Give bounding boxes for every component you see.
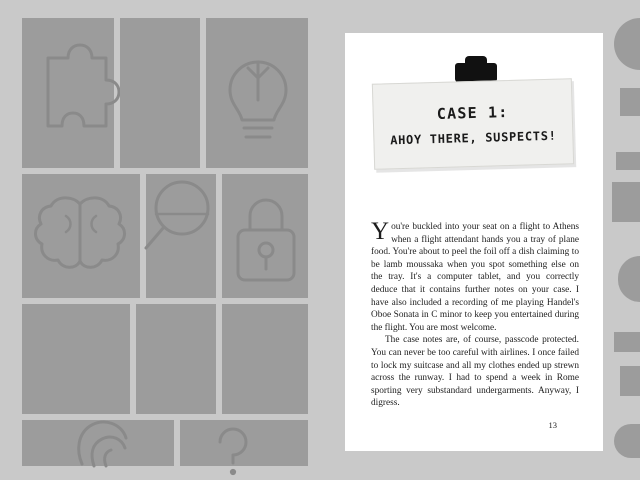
edge-shape-5: [618, 256, 640, 302]
edge-shape-8: [614, 424, 640, 458]
drop-cap: Y: [371, 218, 390, 245]
collage-panel-question: [180, 420, 308, 466]
edge-shape-2: [620, 88, 640, 116]
body-paragraph-1-text: ou're buckled into your seat on a flight to Athens when a flight attendant hands you a tray of plane food. You're about to peel the foil off a dish claiming to be lamb moussaka when you spot something else on the tray. It's a computer tablet, and you correctly deduce that it contains further notes on your case. I have also included a recording of me playing Handel's Oboe Sonata in C minor to keep you entertained during the flight. You are most welcome.: [371, 222, 579, 333]
edge-shape-7: [620, 366, 640, 396]
puzzle-piece-icon: [22, 18, 114, 168]
book-page: [345, 33, 603, 451]
fingerprint-icon: [22, 420, 174, 466]
body-paragraph-2: The case notes are, of course, passcode protected. You can never be too careful with airlines. I once failed to lock my suitcase and all my clothes ended up strewn across the runway. I had to spend a week in Rome sporting very substandard undergarments. Anyway, I digress.: [371, 335, 579, 409]
collage-panel-magnifier: [146, 174, 216, 298]
body-paragraph-1: [371, 218, 579, 334]
question-mark-icon: [180, 420, 308, 466]
collage-panel-blank-4: [222, 304, 308, 414]
right-edge-bleed: [602, 0, 640, 480]
collage-panel-blank-3: [136, 304, 216, 414]
edge-shape-6: [614, 332, 640, 352]
collage-panel-puzzle: [22, 18, 114, 168]
collage-panel-blank-2: [22, 304, 130, 414]
case-note-card: [373, 81, 573, 167]
note-card-text: [372, 78, 574, 170]
magnifier-icon: [146, 174, 216, 298]
collage-panel-fingerprint: [22, 420, 174, 466]
edge-shape-3: [616, 152, 640, 170]
case-title: AHOY THERE, SUSPECTS!: [389, 128, 557, 147]
edge-shape-1: [614, 18, 640, 70]
lightbulb-icon: [206, 18, 308, 168]
edge-shape-4: [612, 182, 640, 222]
collage-panel-brain: [22, 174, 140, 298]
collage-panel-blank-1: [120, 18, 200, 168]
page-body-text: [371, 218, 579, 431]
padlock-icon: [222, 174, 308, 298]
collage-panel-lightbulb: [206, 18, 308, 168]
brain-icon: [22, 174, 140, 298]
collage-panel-padlock: [222, 174, 308, 298]
page-folio: 13: [548, 420, 557, 431]
case-label: CASE 1:: [436, 102, 509, 123]
